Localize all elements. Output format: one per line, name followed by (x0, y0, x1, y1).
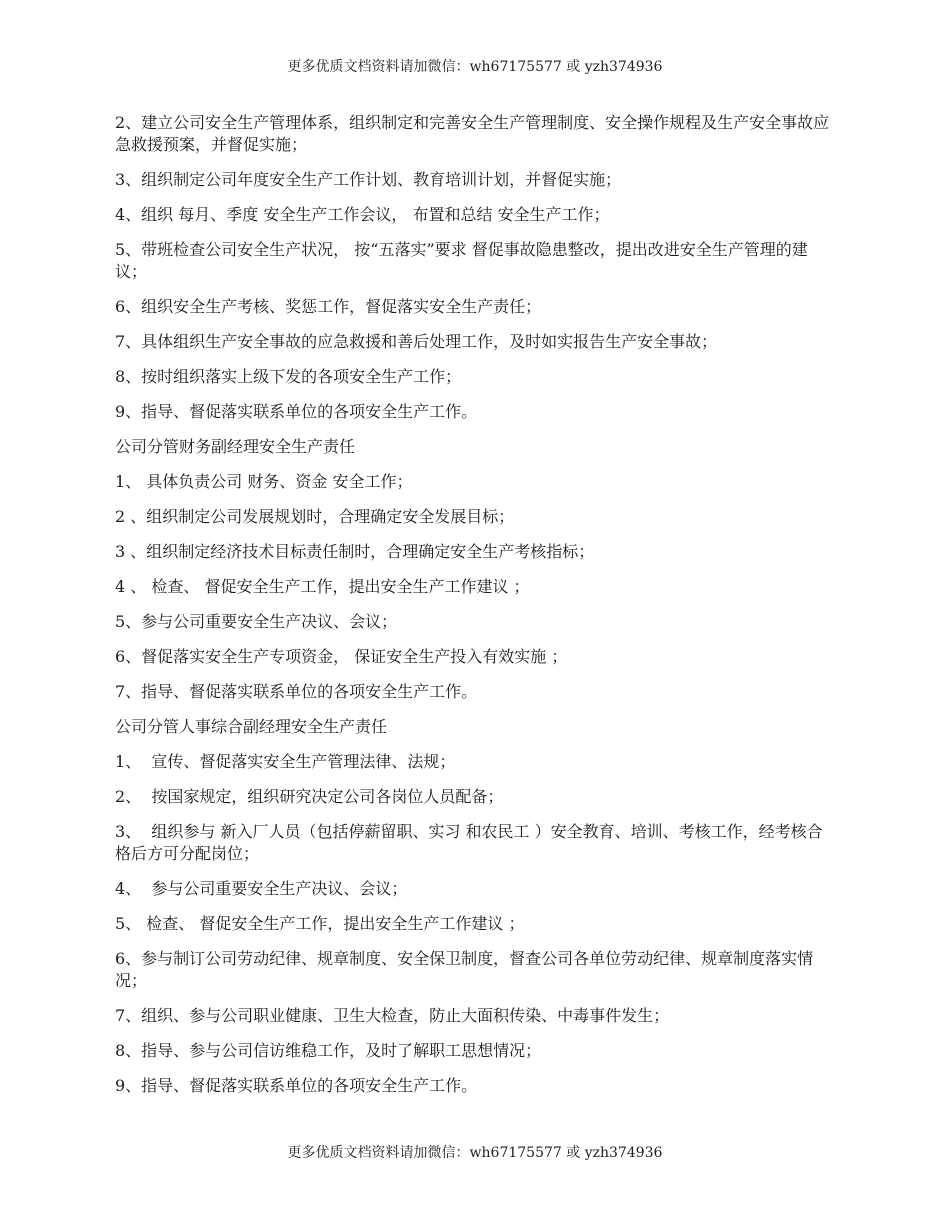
paragraph: 4、组织 每月、季度 安全生产工作会议， 布置和总结 安全生产工作； (115, 205, 610, 224)
paragraph: 3 、组织制定经济技术目标责任制时，合理确定安全生产考核指标； (115, 542, 595, 561)
paragraph: 1、 宣传、督促落实安全生产管理法律、法规； (115, 752, 456, 771)
paragraph: 3、组织制定公司年度安全生产工作计划、教育培训计划，并督促实施； (115, 170, 622, 189)
paragraph: 8、按时组织落实上级下发的各项安全生产工作； (115, 367, 462, 386)
document-body (115, 112, 835, 1110)
paragraph: 1、 具体负责公司 财务、资金 安全工作； (115, 472, 413, 491)
paragraph: 5、 检查、 督促安全生产工作，提出安全生产工作建议 ； (115, 914, 525, 933)
page-footer: 更多优质文档资料请加微信：wh67175577 或 yzh374936 (287, 1145, 663, 1161)
paragraph: 6、参与制订公司劳动纪律、规章制度、安全保卫制度，督查公司各单位劳动纪律、规章制度落实情况； (115, 949, 814, 990)
paragraph: 7、指导、督促落实联系单位的各项安全生产工作。 (115, 682, 478, 701)
paragraph: 9、指导、督促落实联系单位的各项安全生产工作。 (115, 402, 478, 421)
page-header: 更多优质文档资料请加微信：wh67175577 或 yzh374936 (287, 59, 663, 75)
paragraph: 6、督促落实安全生产专项资金， 保证安全生产投入有效实施 ； (115, 647, 568, 666)
paragraph: 5、参与公司重要安全生产决议、会议； (115, 612, 398, 631)
paragraph: 4 、 检查、 督促安全生产工作，提出安全生产工作建议 ； (115, 577, 530, 596)
paragraph: 5、带班检查公司安全生产状况， 按“五落实”要求 督促事故隐患整改，提出改进安全生产管理的建议； (115, 240, 808, 281)
paragraph: 2、建立公司安全生产管理体系，组织制定和完善安全生产管理制度、安全操作规程及生产安全事故应急救援预案，并督促实施； (115, 113, 830, 154)
paragraph: 4、 参与公司重要安全生产决议、会议； (115, 879, 408, 898)
section-heading: 公司分管人事综合副经理安全生产责任 (115, 717, 388, 736)
paragraph: 2 、组织制定公司发展规划时，合理确定安全发展目标； (115, 507, 515, 526)
paragraph: 6、组织安全生产考核、奖惩工作，督促落实安全生产责任； (115, 297, 542, 316)
paragraph: 9、指导、督促落实联系单位的各项安全生产工作。 (115, 1076, 478, 1095)
paragraph: 7、组织、参与公司职业健康、卫生大检查，防止大面积传染、中毒事件发生； (115, 1006, 670, 1025)
paragraph: 7、具体组织生产安全事故的应急救援和善后处理工作，及时如实报告生产安全事故； (115, 332, 718, 351)
section-heading: 公司分管财务副经理安全生产责任 (115, 437, 356, 456)
paragraph: 2、 按国家规定，组织研究决定公司各岗位人员配备； (115, 787, 504, 806)
paragraph: 3、 组织参与 新入厂人员（包括停薪留职、实习 和农民工 ）安全教育、培训、考核工作，经考核合格后方可分配岗位； (115, 822, 823, 863)
paragraph: 8、指导、参与公司信访维稳工作，及时了解职工思想情况； (115, 1041, 542, 1060)
